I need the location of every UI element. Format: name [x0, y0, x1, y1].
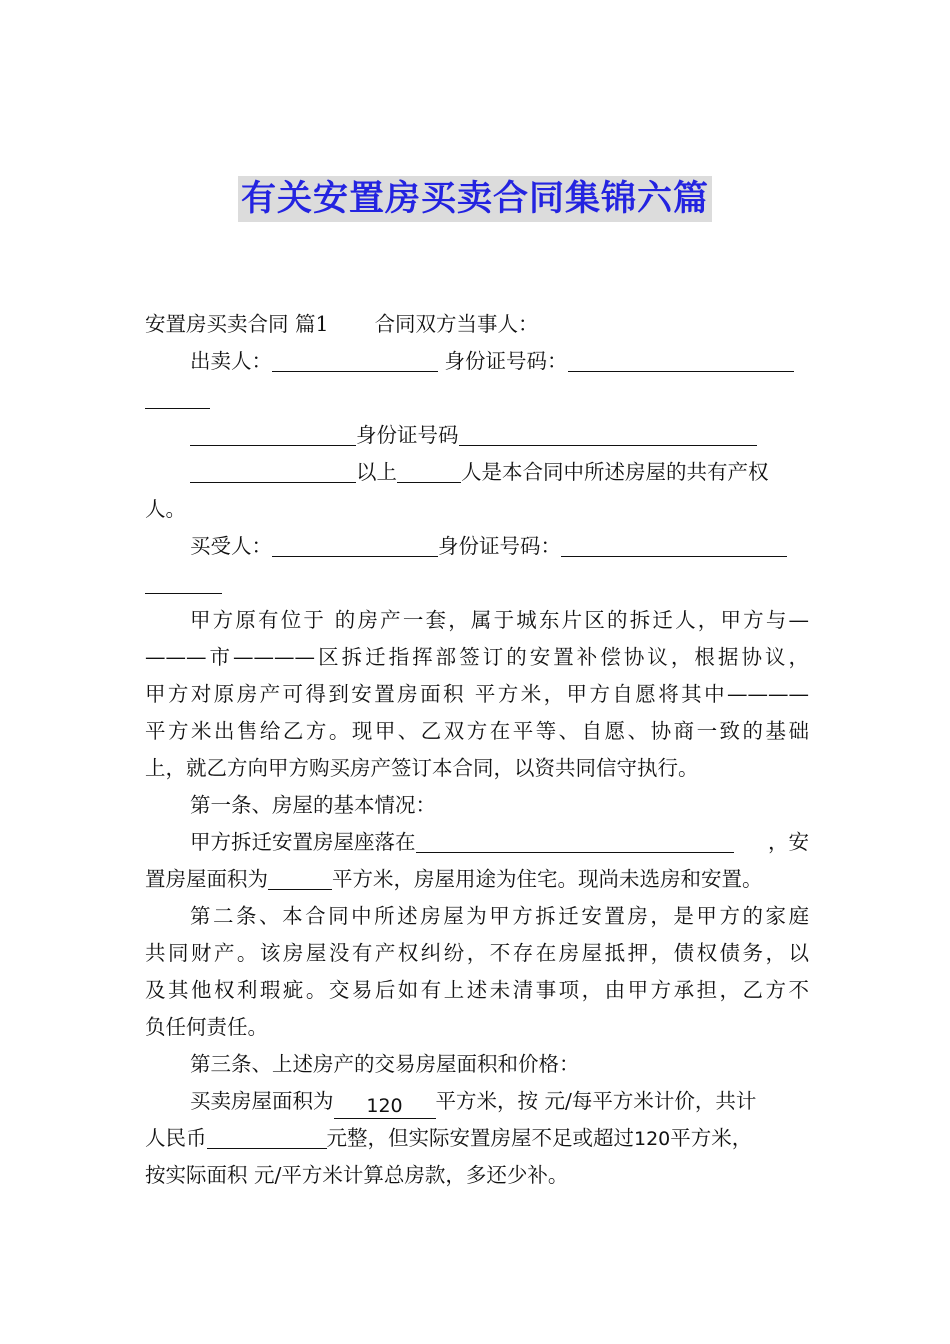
- co-owner-statement-end: [145, 491, 809, 528]
- contract-heading: 安置房买卖合同 篇1: [145, 312, 329, 336]
- article-3-area: [145, 1083, 809, 1120]
- article-2-line: 共同财产。该房屋没有产权纠纷，不存在房屋抵押，债权债务，以: [145, 941, 809, 965]
- amount-blank: [207, 1124, 327, 1149]
- seller-line: [145, 343, 809, 380]
- buyer-label: 买受人：: [190, 534, 272, 558]
- title-area: [0, 176, 950, 222]
- paragraph-line: 甲方原有位于 的房产一套，属于城东片区的拆迁人，甲方与—: [190, 608, 809, 632]
- paragraph-line: 平方米出售给乙方。现甲、乙双方在平等、自愿、协商一致的基础: [145, 719, 809, 743]
- area-label: 置房屋面积为: [145, 867, 268, 891]
- co-owner-line: [145, 417, 809, 454]
- article-3-settlement: 按实际面积 元/平方米计算总房款，多还少补。: [145, 1163, 569, 1187]
- article-1-location: [145, 824, 809, 861]
- buyer-id-label: 身份证号码：: [438, 534, 561, 558]
- buyer-id-continuation: [145, 565, 809, 602]
- paragraph-line: ———市————区拆迁指挥部签订的安置补偿协议，根据协议，: [145, 645, 809, 669]
- buyer-id-blank: [561, 532, 787, 557]
- co-owner-text: 人是本合同中所述房屋的共有产权: [461, 460, 769, 484]
- trade-area-label: 买卖房屋面积为: [190, 1089, 334, 1113]
- currency-label: 人民币: [145, 1126, 207, 1150]
- co-owner-id-blank: [459, 421, 757, 446]
- buyer-name-blank: [272, 532, 438, 557]
- co-owner-statement: [145, 454, 809, 491]
- paragraph-line: 甲方对原房产可得到安置房面积 平方米，甲方自愿将其中————: [145, 682, 809, 706]
- co-owner-name-blank-2: [190, 458, 356, 483]
- above-label: 以上: [356, 460, 397, 484]
- location-tail: ，安: [768, 830, 809, 854]
- trade-area-value: 120: [334, 1094, 436, 1119]
- owner-count-blank: [397, 458, 461, 483]
- buyer-id-blank-tail: [145, 569, 222, 594]
- document-body: [145, 306, 809, 1194]
- co-owner-id-label: 身份证号码: [356, 423, 459, 447]
- article-2-line: 第二条、本合同中所述房屋为甲方拆迁安置房，是甲方的家庭: [190, 904, 809, 928]
- article-1-area: [145, 861, 809, 898]
- parties-label: 合同双方当事人：: [374, 312, 539, 336]
- area-unit: 平方米，: [670, 1126, 753, 1150]
- article-1-title: 第一条、房屋的基本情况：: [190, 793, 436, 817]
- heading-line: [145, 306, 809, 343]
- buyer-line: [145, 528, 809, 565]
- area-blank: [268, 865, 332, 890]
- article-3-amount: [145, 1120, 809, 1157]
- area-text: 平方米，房屋用途为住宅。现尚未选房和安置。: [332, 867, 763, 891]
- location-label: 甲方拆迁安置房屋座落在: [190, 830, 416, 854]
- seller-id-continuation: [145, 380, 809, 417]
- document-title: 有关安置房买卖合同集锦六篇: [238, 176, 712, 222]
- paragraph-line: 上，就乙方向甲方购买房产签订本合同，以资共同信守执行。: [145, 756, 699, 780]
- area-number: 120: [634, 1128, 671, 1150]
- article-3-title: 第三条、上述房产的交易房屋面积和价格：: [190, 1052, 580, 1076]
- co-owner-name-blank: [190, 421, 356, 446]
- article-2-line: 及其他权利瑕疵。交易后如有上述未清事项，由甲方承担，乙方不: [145, 978, 809, 1002]
- seller-id-blank: [568, 347, 794, 372]
- seller-name-blank: [272, 347, 438, 372]
- seller-id-label: 身份证号码：: [444, 349, 568, 373]
- co-owner-end: 人。: [145, 497, 186, 521]
- price-text: 平方米，按 元/每平方米计价，共计: [435, 1089, 757, 1113]
- article-2-line: 负任何责任。: [145, 1015, 268, 1039]
- location-blank: [416, 828, 734, 853]
- amount-text: 元整，但实际安置房屋不足或超过: [326, 1126, 634, 1150]
- seller-label: 出卖人：: [190, 349, 272, 373]
- seller-id-blank-tail: [145, 384, 210, 409]
